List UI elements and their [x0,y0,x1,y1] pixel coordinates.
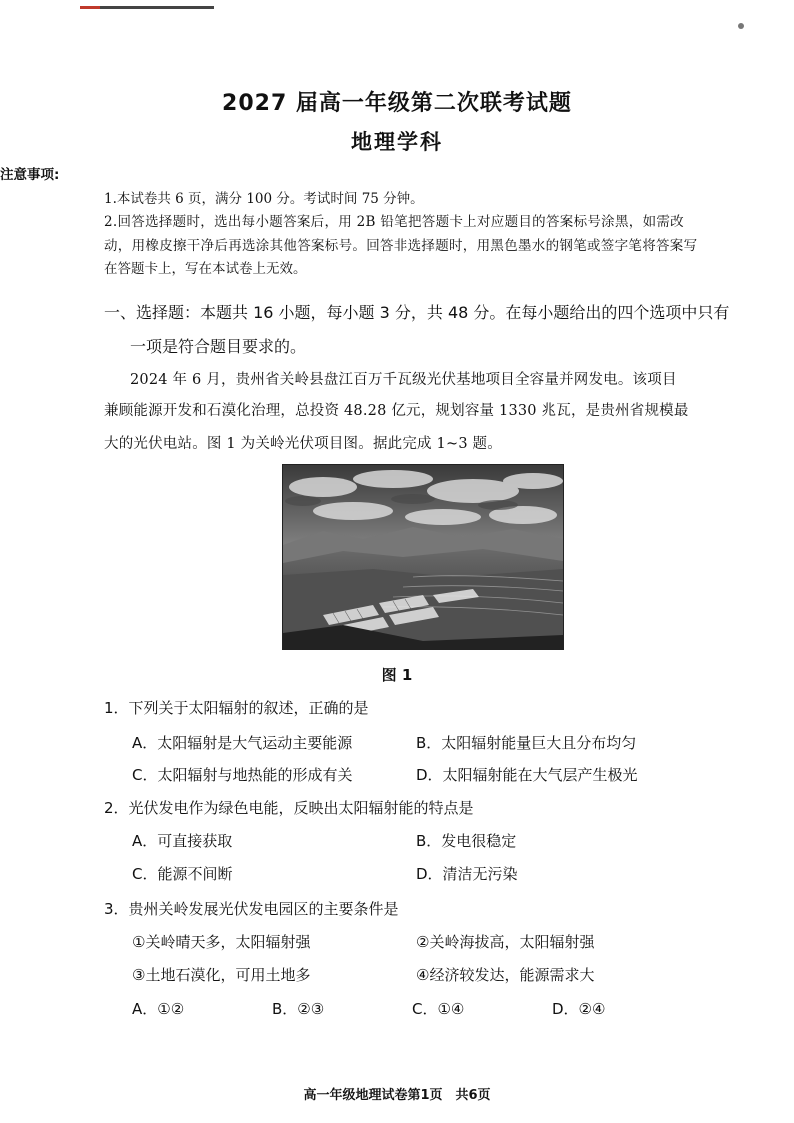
question-3-statement-1: ①关岭晴天多，太阳辐射强 [132,933,311,951]
question-3-option-a: A．①② [132,1000,185,1018]
top-edge-mark [80,6,214,9]
question-3-statement-4: ④经济较发达，能源需求大 [416,966,595,984]
question-3-option-b: B．②③ [272,1000,325,1018]
question-2-stem: 2．光伏发电作为绿色电能，反映出太阳辐射能的特点是 [104,799,474,817]
question-3-statement-2: ②关岭海拔高，太阳辐射强 [416,933,595,951]
section-heading-line-2: 一项是符合题目要求的。 [130,337,307,356]
question-1-option-a: A．太阳辐射是大气运动主要能源 [132,734,353,752]
figure-caption: 图 1 [381,666,413,684]
question-2-option-a: A．可直接获取 [132,832,233,850]
exam-title: 2027 届高一年级第二次联考试题 [222,91,572,116]
notice-item-1: 1.本试卷共 6 页，满分 100 分。考试时间 75 分钟。 [104,191,424,207]
corner-dot [738,23,744,29]
passage-line-1: 2024 年 6 月，贵州省关岭县盘江百万千瓦级光伏基地项目全容量并网发电。该项目 [130,372,677,388]
page-footer: 高一年级地理试卷第1页 共6页 [303,1088,491,1103]
passage-line-2: 兼顾能源开发和石漠化治理，总投资 48.28 亿元，规划容量 1330 兆瓦，是贵州省规模最 [104,403,689,419]
question-3-statement-3: ③土地石漠化，可用土地多 [132,966,311,984]
question-2-option-c: C．能源不间断 [132,865,233,883]
question-1-option-b: B．太阳辐射能量巨大且分布均匀 [416,734,637,752]
question-3-option-d: D．②④ [552,1000,606,1018]
notice-item-2-line-1: 2.回答选择题时，选出每小题答案后，用 2B 铅笔把答题卡上对应题目的答案标号涂黑，如需改 [104,214,684,230]
notice-item-2-line-2: 动，用橡皮擦干净后再选涂其他答案标号。回答非选择题时，用黑色墨水的钢笔或签字笔将答案写 [104,238,698,254]
passage-line-3: 大的光伏电站。图 1 为关岭光伏项目图。据此完成 1~3 题。 [104,436,502,452]
question-3-option-c: C．①④ [412,1000,465,1018]
subject-title: 地理学科 [351,130,443,154]
question-1-option-c: C．太阳辐射与地热能的形成有关 [132,766,353,784]
notice-item-2-line-3: 在答题卡上，写在本试卷上无效。 [104,261,307,277]
notice-heading: 注意事项: [0,167,60,183]
solar-farm-photo [282,464,564,650]
question-2-option-d: D．清洁无污染 [416,865,518,883]
question-1-option-d: D．太阳辐射能在大气层产生极光 [416,766,638,784]
question-3-stem: 3．贵州关岭发展光伏发电园区的主要条件是 [104,900,399,918]
question-1-stem: 1．下列关于太阳辐射的叙述，正确的是 [104,699,369,717]
question-2-option-b: B．发电很稳定 [416,832,517,850]
section-heading-line-1: 一、选择题：本题共 16 小题，每小题 3 分，共 48 分。在每小题给出的四个选项中只有 [104,303,730,322]
